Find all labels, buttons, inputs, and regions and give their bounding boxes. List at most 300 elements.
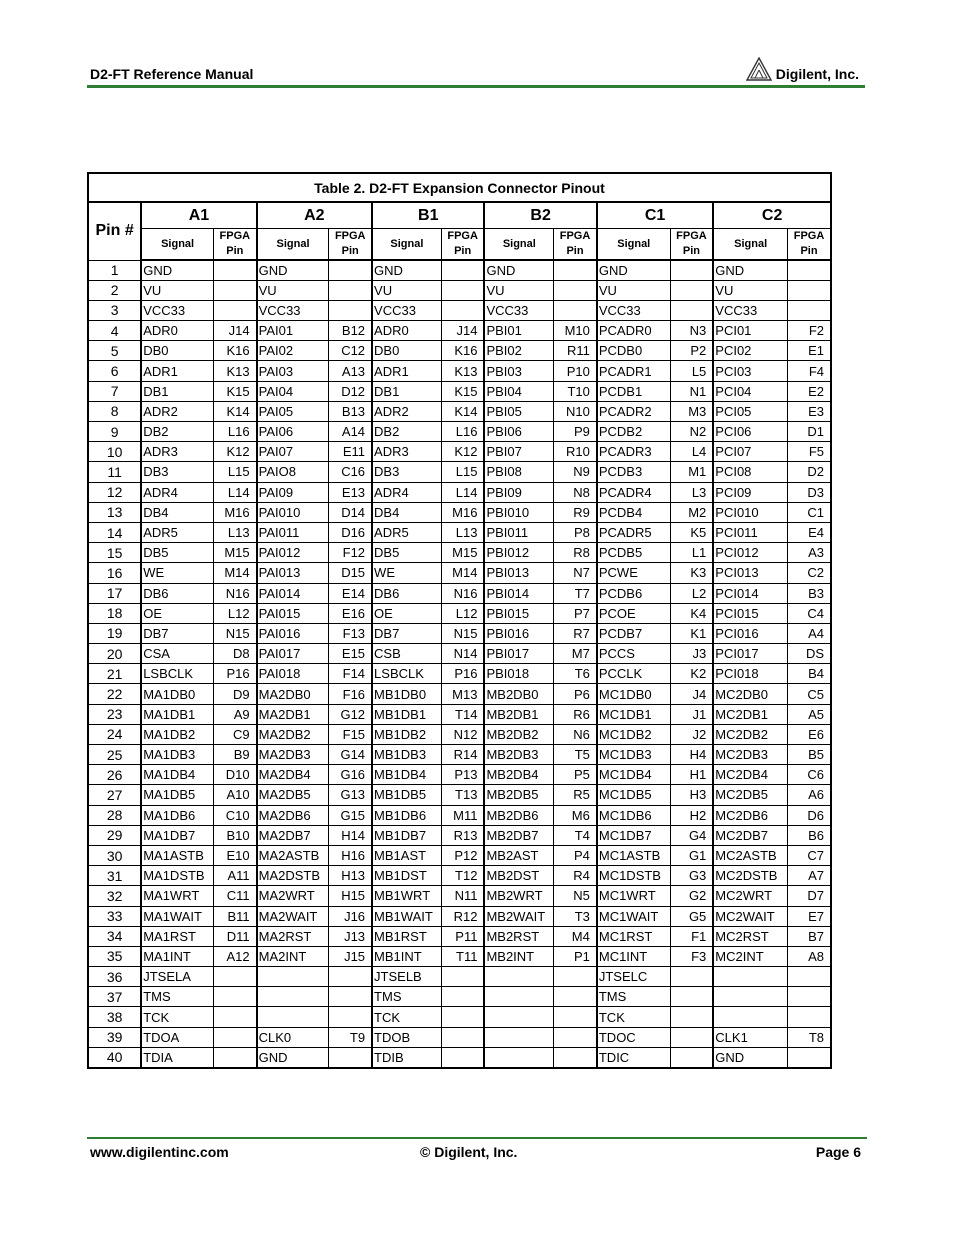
signal-cell: MB2WAIT [484,906,553,926]
connector-header-b2: B2 [484,202,596,229]
table-caption: Table 2. D2-FT Expansion Connector Pinout [88,173,831,202]
table-row [88,623,831,643]
fpga-pin-cell: G1 [670,845,713,865]
signal-cell: JTSELA [141,967,213,987]
signal-cell: MA2DSTB [257,866,329,886]
fpga-pin-cell: E13 [329,482,372,502]
fpga-pin-subheader [213,229,256,261]
signal-cell [257,1007,329,1027]
fpga-pin-cell: N7 [554,563,597,583]
fpga-pin-cell: A14 [329,422,372,442]
fpga-pin-subheader [441,229,484,261]
fpga-pin-cell: T10 [554,381,597,401]
pin-number-cell: 34 [88,926,141,946]
signal-cell: MA1DB7 [141,825,213,845]
signal-cell: ADR2 [372,401,441,421]
fpga-pin-cell: P11 [441,926,484,946]
table-row [88,886,831,906]
signal-cell: MB1DB7 [372,825,441,845]
fpga-pin-cell: E2 [788,381,831,401]
table-row [88,341,831,361]
fpga-pin-cell: E15 [329,644,372,664]
fpga-pin-cell: D1 [788,422,831,442]
fpga-label: FPGA [559,230,591,242]
signal-cell: PCI04 [713,381,787,401]
signal-cell: MB1WRT [372,886,441,906]
pin-number-cell: 26 [88,765,141,785]
footer-rule [87,1137,867,1139]
fpga-pin-cell: P10 [554,361,597,381]
signal-cell: PBI07 [484,442,553,462]
fpga-pin-cell: P2 [670,341,713,361]
signal-cell: TCK [141,1007,213,1027]
fpga-pin-cell [213,1007,256,1027]
fpga-pin-cell [554,1047,597,1067]
pin-number-cell: 33 [88,906,141,926]
fpga-pin-cell [329,1007,372,1027]
fpga-pin-cell: T11 [441,946,484,966]
signal-cell: MA1DB3 [141,745,213,765]
fpga-pin-cell [788,1007,831,1027]
fpga-pin-cell: L14 [441,482,484,502]
signal-cell: TDIB [372,1047,441,1067]
fpga-pin-cell: L15 [441,462,484,482]
signal-subheader: Signal [257,229,329,261]
fpga-pin-cell [788,1047,831,1067]
signal-cell: MC1DB5 [597,785,670,805]
fpga-pin-cell: R14 [441,745,484,765]
table-row [88,967,831,987]
signal-cell: PCDB6 [597,583,670,603]
fpga-pin-cell: B11 [213,906,256,926]
table-row [88,926,831,946]
table-row [88,603,831,623]
pin-number-cell: 36 [88,967,141,987]
pin-number-cell: 21 [88,664,141,684]
fpga-pin-cell: B9 [213,745,256,765]
signal-cell: CSB [372,644,441,664]
signal-subheader: Signal [484,229,553,261]
signal-cell: MB2DB4 [484,765,553,785]
table-row [88,785,831,805]
fpga-pin-cell: N14 [441,644,484,664]
fpga-pin-cell: C11 [213,886,256,906]
fpga-pin-cell: N2 [670,422,713,442]
signal-cell: MA1INT [141,946,213,966]
fpga-pin-cell: K16 [213,341,256,361]
signal-cell: VU [257,280,329,300]
pin-number-cell: 9 [88,422,141,442]
signal-cell: TMS [597,987,670,1007]
signal-cell: VU [597,280,670,300]
signal-cell: CLK1 [713,1027,787,1047]
fpga-pin-cell: M1 [670,462,713,482]
fpga-pin-cell [213,300,256,320]
fpga-pin-cell: J4 [670,684,713,704]
signal-cell: TMS [372,987,441,1007]
signal-cell: PCCS [597,644,670,664]
signal-cell: DB6 [141,583,213,603]
signal-cell: PBI01 [484,321,553,341]
signal-cell: DB0 [372,341,441,361]
signal-cell: PCI01 [713,321,787,341]
fpga-pin-cell: E4 [788,522,831,542]
signal-cell: MC2WRT [713,886,787,906]
fpga-pin-cell: H2 [670,805,713,825]
fpga-pin-cell: T5 [554,745,597,765]
pin-number-cell: 6 [88,361,141,381]
fpga-pin-cell: L4 [670,442,713,462]
fpga-pin-cell: B12 [329,321,372,341]
signal-cell: MB2RST [484,926,553,946]
signal-cell: PCI015 [713,603,787,623]
signal-cell: PAI04 [257,381,329,401]
fpga-pin-cell: J16 [329,906,372,926]
fpga-pin-cell: E10 [213,845,256,865]
fpga-pin-cell [329,1047,372,1067]
signal-cell: PCI013 [713,563,787,583]
signal-cell: DB2 [372,422,441,442]
signal-cell: PBI011 [484,522,553,542]
signal-cell: DB0 [141,341,213,361]
fpga-pin-cell: A4 [788,623,831,643]
pin-number-cell: 12 [88,482,141,502]
fpga-pin-cell: P13 [441,765,484,785]
table-row [88,745,831,765]
fpga-pin-cell: L3 [670,482,713,502]
fpga-pin-cell: B10 [213,825,256,845]
pin-number-cell: 11 [88,462,141,482]
signal-cell: MB2AST [484,845,553,865]
signal-cell: DB2 [141,422,213,442]
signal-cell: DB1 [141,381,213,401]
fpga-pin-cell: P8 [554,522,597,542]
fpga-pin-cell [329,967,372,987]
fpga-pin-cell: P9 [554,422,597,442]
fpga-pin-cell: A7 [788,866,831,886]
signal-cell [713,987,787,1007]
fpga-pin-cell: N16 [441,583,484,603]
fpga-pin-cell: R9 [554,502,597,522]
pin-number-cell: 28 [88,805,141,825]
fpga-pin-cell: B4 [788,664,831,684]
signal-cell: MB1DB1 [372,704,441,724]
fpga-pin-cell: B5 [788,745,831,765]
fpga-pin-cell: M13 [441,684,484,704]
fpga-pin-cell [554,1007,597,1027]
fpga-pin-cell [441,260,484,280]
fpga-pin-cell: A6 [788,785,831,805]
fpga-pin-cell: E6 [788,724,831,744]
fpga-pin-cell: N5 [554,886,597,906]
signal-cell: MA2RST [257,926,329,946]
signal-cell: ADR2 [141,401,213,421]
signal-cell: MA1DSTB [141,866,213,886]
fpga-pin-cell: N15 [213,623,256,643]
fpga-pin-cell: H13 [329,866,372,886]
signal-cell: PAI014 [257,583,329,603]
fpga-pin-cell: F14 [329,664,372,684]
signal-cell: VCC33 [141,300,213,320]
signal-cell: CLK0 [257,1027,329,1047]
signal-cell: TDIA [141,1047,213,1067]
table-row [88,563,831,583]
signal-cell: MA1DB6 [141,805,213,825]
fpga-pin-cell: M3 [670,401,713,421]
fpga-pin-cell: T8 [788,1027,831,1047]
fpga-pin-cell [788,300,831,320]
fpga-pin-cell: A13 [329,361,372,381]
pin-number-cell: 3 [88,300,141,320]
table-row [88,987,831,1007]
signal-cell: OE [141,603,213,623]
fpga-pin-cell: C2 [788,563,831,583]
fpga-pin-cell [670,300,713,320]
signal-cell: PCI02 [713,341,787,361]
fpga-pin-cell: A3 [788,543,831,563]
signal-cell: PAIO8 [257,462,329,482]
fpga-pin-subheader [329,229,372,261]
fpga-pin-cell: J3 [670,644,713,664]
table-row [88,805,831,825]
signal-cell: CSA [141,644,213,664]
signal-cell: LSBCLK [372,664,441,684]
pin-number-cell: 18 [88,603,141,623]
fpga-pin-cell: M14 [213,563,256,583]
fpga-pin-cell: G14 [329,745,372,765]
signal-cell: PCI012 [713,543,787,563]
signal-cell: MC1RST [597,926,670,946]
pin-number-cell: 19 [88,623,141,643]
fpga-pin-cell: L1 [670,543,713,563]
table-row [88,724,831,744]
fpga-pin-cell: H1 [670,765,713,785]
signal-cell: GND [372,260,441,280]
fpga-pin-cell: P7 [554,603,597,623]
signal-cell: MB1WAIT [372,906,441,926]
signal-cell: MB2DB1 [484,704,553,724]
fpga-pin-cell: R11 [554,341,597,361]
fpga-pin-cell: C12 [329,341,372,361]
signal-cell: PCDB2 [597,422,670,442]
table-row [88,280,831,300]
signal-cell: MB1DST [372,866,441,886]
fpga-pin-cell: N3 [670,321,713,341]
signal-cell: PCI05 [713,401,787,421]
signal-cell [484,1027,553,1047]
fpga-pin-cell [213,280,256,300]
fpga-pin-cell [554,260,597,280]
fpga-pin-cell: R4 [554,866,597,886]
signal-cell: TDOB [372,1027,441,1047]
signal-cell: TDOA [141,1027,213,1047]
fpga-pin-cell: L13 [441,522,484,542]
fpga-pin-cell [670,1007,713,1027]
signal-cell: GND [257,260,329,280]
signal-cell: MC2DSTB [713,866,787,886]
fpga-pin-cell: K1 [670,623,713,643]
signal-cell: PAI016 [257,623,329,643]
signal-cell: MA1ASTB [141,845,213,865]
signal-cell: MB1DB4 [372,765,441,785]
fpga-pin-cell: C9 [213,724,256,744]
signal-cell: OE [372,603,441,623]
fpga-pin-cell: A10 [213,785,256,805]
fpga-pin-cell: D15 [329,563,372,583]
signal-cell: MA2DB6 [257,805,329,825]
signal-cell: PCCLK [597,664,670,684]
fpga-pin-cell [441,1047,484,1067]
signal-cell: TCK [597,1007,670,1027]
signal-cell: VU [141,280,213,300]
signal-cell: PAI05 [257,401,329,421]
table-row [88,583,831,603]
fpga-pin-cell: M15 [213,543,256,563]
signal-cell: PBI06 [484,422,553,442]
signal-cell: PBI08 [484,462,553,482]
signal-cell: MA2INT [257,946,329,966]
pin-label: Pin [226,245,244,257]
pin-number-cell: 23 [88,704,141,724]
signal-cell: MC2DB5 [713,785,787,805]
fpga-pin-cell: F13 [329,623,372,643]
connector-header-a2: A2 [257,202,372,229]
signal-cell: PBI017 [484,644,553,664]
fpga-pin-cell: J14 [213,321,256,341]
fpga-pin-cell: J14 [441,321,484,341]
signal-cell: ADR0 [372,321,441,341]
fpga-pin-cell: L13 [213,522,256,542]
signal-cell: ADR4 [372,482,441,502]
signal-cell: MA2DB5 [257,785,329,805]
signal-cell: PCADR0 [597,321,670,341]
fpga-pin-subheader [554,229,597,261]
pin-number-cell: 4 [88,321,141,341]
table-row [88,260,831,280]
signal-cell: MB2INT [484,946,553,966]
signal-cell: DB7 [141,623,213,643]
fpga-pin-cell: P12 [441,845,484,865]
signal-cell: MA2DB1 [257,704,329,724]
fpga-pin-cell: N15 [441,623,484,643]
fpga-pin-cell: B6 [788,825,831,845]
fpga-pin-cell: A12 [213,946,256,966]
fpga-pin-cell: H4 [670,745,713,765]
signal-cell: MA1WAIT [141,906,213,926]
signal-cell: TDOC [597,1027,670,1047]
signal-cell: ADR3 [372,442,441,462]
fpga-pin-cell: F15 [329,724,372,744]
fpga-pin-cell: L12 [213,603,256,623]
pin-number-cell: 40 [88,1047,141,1067]
signal-cell: PCDB4 [597,502,670,522]
fpga-pin-cell [329,300,372,320]
fpga-pin-cell: L15 [213,462,256,482]
connector-header-c1: C1 [597,202,713,229]
fpga-pin-cell: F1 [670,926,713,946]
pin-number-cell: 14 [88,522,141,542]
signal-cell: DB6 [372,583,441,603]
table-row [88,1007,831,1027]
fpga-pin-cell [554,280,597,300]
fpga-pin-cell: H15 [329,886,372,906]
fpga-pin-cell: G5 [670,906,713,926]
signal-cell: MA1DB1 [141,704,213,724]
pin-number-cell: 17 [88,583,141,603]
signal-cell: TDIC [597,1047,670,1067]
pin-number-header: Pin # [88,202,141,260]
pinout-table [87,172,832,1069]
signal-cell: PAI09 [257,482,329,502]
signal-cell: MC1DB4 [597,765,670,785]
fpga-pin-cell [788,260,831,280]
fpga-pin-cell: D14 [329,502,372,522]
fpga-pin-cell [441,987,484,1007]
fpga-pin-cell [670,1027,713,1047]
signal-cell: MC2RST [713,926,787,946]
signal-cell: PCI017 [713,644,787,664]
signal-cell: PAI06 [257,422,329,442]
signal-cell: MB1DB5 [372,785,441,805]
fpga-pin-cell: L2 [670,583,713,603]
signal-cell [257,967,329,987]
manual-title: D2-FT Reference Manual [90,66,254,82]
fpga-pin-cell: K16 [441,341,484,361]
signal-cell: MB2DB3 [484,745,553,765]
signal-cell: DB5 [141,543,213,563]
signal-cell: PBI015 [484,603,553,623]
fpga-pin-cell: T3 [554,906,597,926]
fpga-pin-cell: K13 [441,361,484,381]
fpga-pin-cell [554,300,597,320]
fpga-label: FPGA [219,230,251,242]
table-row [88,502,831,522]
signal-cell: PCDB3 [597,462,670,482]
signal-cell: VCC33 [597,300,670,320]
signal-cell: PAI011 [257,522,329,542]
signal-cell: DB1 [372,381,441,401]
fpga-pin-cell [670,1047,713,1067]
signal-cell: PAI012 [257,543,329,563]
signal-cell: MC1DB1 [597,704,670,724]
table-row [88,482,831,502]
table-row [88,381,831,401]
signal-cell: PCI014 [713,583,787,603]
footer-website: www.digilentinc.com [90,1144,229,1160]
pin-number-cell: 15 [88,543,141,563]
signal-cell: PAI01 [257,321,329,341]
fpga-pin-cell: J15 [329,946,372,966]
table-row [88,946,831,966]
fpga-pin-cell: T9 [329,1027,372,1047]
signal-cell: PAI015 [257,603,329,623]
signal-cell: PBI03 [484,361,553,381]
signal-cell: DB5 [372,543,441,563]
footer-copyright: © Digilent, Inc. [420,1144,518,1160]
fpga-pin-cell: N16 [213,583,256,603]
fpga-pin-cell: A8 [788,946,831,966]
fpga-pin-cell: E3 [788,401,831,421]
signal-cell: ADR1 [372,361,441,381]
fpga-pin-cell: M11 [441,805,484,825]
fpga-pin-cell: K3 [670,563,713,583]
signal-cell: MC2WAIT [713,906,787,926]
table-row [88,321,831,341]
signal-cell: GND [257,1047,329,1067]
fpga-pin-cell [441,1007,484,1027]
fpga-pin-cell [441,300,484,320]
signal-cell: PCI011 [713,522,787,542]
